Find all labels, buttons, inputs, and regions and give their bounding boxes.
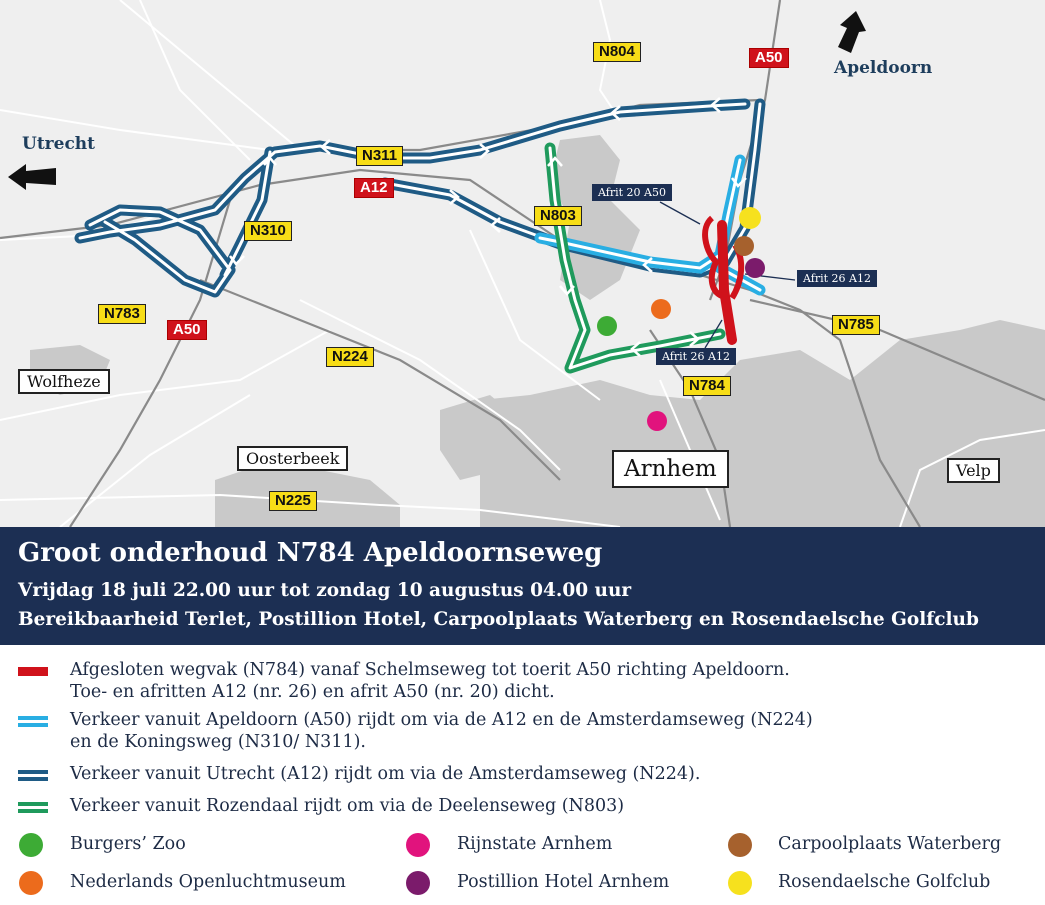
town-label-wolfheze: Wolfheze [18,369,110,394]
poi-burgers-zoo: Burgers’ Zoo [70,834,186,854]
legend-closed-line2: Toe- en afritten A12 (nr. 26) en afrit A50 (nr. 20) dicht. [70,682,555,702]
golfclub-marker[interactable] [739,207,761,229]
utrecht-swatch-icon-lower [18,777,48,781]
rozendaal-swatch-icon-lower [18,809,48,813]
banner-title: Groot onderhoud N784 Apeldoornseweg [18,538,603,568]
openluchtmuseum-dot-icon [19,871,43,895]
info-banner [0,527,1045,645]
golfclub-dot-icon [728,871,752,895]
utrecht-arrow-icon [8,164,56,190]
apeldoorn-swatch-icon [18,716,48,720]
road-label-a50-north: A50 [749,48,789,68]
poi-rijnstate: Rijnstate Arnhem [457,834,613,854]
road-label-n224: N224 [326,347,374,367]
poi-golfclub: Rosendaelsche Golfclub [778,872,991,892]
road-label-n785: N785 [832,315,880,335]
burgers-zoo-marker[interactable] [597,316,617,336]
legend-utrecht-text: Verkeer vanuit Utrecht (A12) rijdt om via de Amsterdamseweg (N224). [70,764,701,784]
road-label-a12: A12 [354,178,394,198]
legend [0,645,1045,905]
callout-afrit-a12-bottom: Afrit 26 A12 [656,348,736,365]
road-label-n803: N803 [534,206,582,226]
town-label-velp: Velp [947,458,1000,483]
apeldoorn-swatch-icon-lower [18,723,48,727]
poi-openluchtmuseum: Nederlands Openluchtmuseum [70,872,346,892]
rijnstate-marker[interactable] [647,411,667,431]
legend-closed-text [70,659,790,703]
legend-closed-line1: Afgesloten wegvak (N784) vanaf Schelmseweg tot toerit A50 richting Apeldoorn. [70,660,790,680]
poi-postillion: Postillion Hotel Arnhem [457,872,670,892]
poi-carpoolplaats: Carpoolplaats Waterberg [778,834,1002,854]
legend-apeldoorn-text [70,709,813,753]
arnhem-urban-area [480,320,1045,527]
callout-afrit-a50: Afrit 20 A50 [592,184,672,201]
legend-apeldoorn-line2: en de Koningsweg (N310/ N311). [70,732,366,752]
legend-apeldoorn-line1: Verkeer vanuit Apeldoorn (A50) rijdt om via de A12 en de Amsterdamseweg (N224) [70,710,813,730]
road-label-n804: N804 [593,42,641,62]
town-label-arnhem: Arnhem [612,450,729,488]
road-label-n310: N310 [244,221,292,241]
rijnstate-dot-icon [406,833,430,857]
legend-rozendaal-text: Verkeer vanuit Rozendaal rijdt om via de Deelenseweg (N803) [70,796,625,816]
utrecht-swatch-icon [18,770,48,774]
postillion-dot-icon [406,871,430,895]
road-label-n311: N311 [356,146,403,166]
road-label-n225: N225 [269,491,317,511]
banner-period: Vrijdag 18 juli 22.00 uur tot zondag 10 augustus 04.00 uur [18,580,632,601]
carpoolplaats-dot-icon [728,833,752,857]
openluchtmuseum-marker[interactable] [651,299,671,319]
carpoolplaats-marker[interactable] [734,236,754,256]
callout-afrit-a12-right: Afrit 26 A12 [797,270,877,287]
road-label-n783: N783 [98,304,146,324]
rozendaal-swatch-icon [18,802,48,806]
apeldoorn-direction-label: Apeldoorn [834,58,933,78]
postillion-marker[interactable] [745,258,765,278]
road-label-a50-south: A50 [167,320,207,340]
town-label-oosterbeek: Oosterbeek [237,446,348,471]
utrecht-direction-label: Utrecht [22,134,96,154]
road-label-n784: N784 [683,376,731,396]
route-direction-chevrons [230,98,746,356]
banner-reachability: Bereikbaarheid Terlet, Postillion Hotel, Carpoolplaats Waterberg en Rosendaelsche Golfclub [18,609,979,630]
burgers-zoo-dot-icon [19,833,43,857]
apeldoorn-arrow-icon [838,11,866,53]
closed-swatch-icon [18,667,48,676]
